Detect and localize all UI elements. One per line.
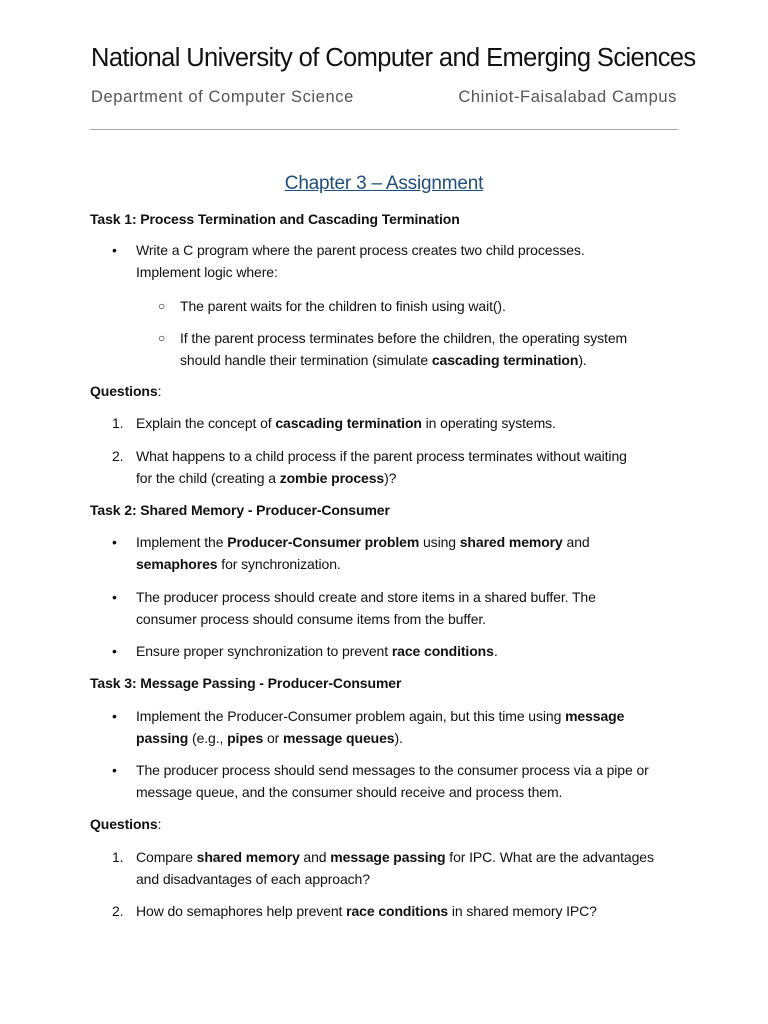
bold-term: message passing [330, 849, 446, 865]
department-name: Department of Computer Science [91, 88, 354, 106]
bold-term: shared memory [459, 534, 563, 550]
number-marker: 2. [112, 903, 124, 919]
text-run: Explain the concept of [136, 415, 276, 431]
question-1-1 [112, 412, 680, 434]
text-run: for synchronization. [217, 556, 341, 572]
text-run: . [493, 643, 498, 659]
text-run: What happens to a child process if the parent process terminates without waiting [136, 448, 627, 464]
task3-bullet-1 [112, 705, 680, 749]
text-run: ). [394, 730, 403, 746]
text-run: and [562, 534, 590, 550]
text-run: How do semaphores help prevent [136, 903, 347, 919]
text-run: or [263, 730, 284, 746]
page-title: Chapter 3 – Assignment [284, 173, 484, 194]
text-run: Compare [136, 849, 197, 865]
bold-term: cascading termination [431, 352, 579, 368]
text-run: for the child (creating a [136, 470, 280, 486]
university-name: National University of Computer and Emerging Sciences [91, 44, 696, 72]
text-run: The producer process should create and store items in a shared buffer. The [136, 589, 596, 605]
question-1-2 [112, 445, 680, 489]
questions-label: Questions [90, 816, 158, 832]
bold-term: pipes [227, 730, 264, 746]
bullet-marker: • [112, 643, 117, 659]
text-run: should handle their termination (simulate [180, 352, 432, 368]
number-marker: 1. [112, 849, 124, 865]
questions-2-label [90, 813, 680, 835]
campus-name: Chiniot-Faisalabad Campus [458, 88, 677, 106]
bold-term: shared memory [196, 849, 300, 865]
task1-subbullet-1 [158, 295, 680, 317]
question-2-2 [112, 900, 680, 922]
subbullet-marker: ○ [158, 331, 166, 345]
text-run: for IPC. What are the advantages [445, 849, 654, 865]
text-run: consumer process should consume items from the buffer. [136, 611, 486, 627]
text-run: and [299, 849, 331, 865]
question-2-1 [112, 846, 680, 890]
bold-term: zombie process [279, 470, 385, 486]
bold-term: semaphores [136, 556, 218, 572]
bold-term: Producer-Consumer problem [227, 534, 420, 550]
task2-bullet-1 [112, 531, 680, 575]
task1-subbullet-2-line-1: If the parent process terminates before the children, the operating system [180, 330, 628, 346]
task1-bullet-1-line-1: Write a C program where the parent process creates two child processes. [136, 242, 585, 258]
text-run: : [157, 816, 162, 832]
text-run: (e.g., [188, 730, 228, 746]
task1-bullet-1-line-2: Implement logic where: [136, 264, 278, 280]
questions-label: Questions [90, 383, 158, 399]
number-marker: 2. [112, 448, 124, 464]
bold-term: race conditions [391, 643, 494, 659]
bold-term: race conditions [346, 903, 449, 919]
text-run: and disadvantages of each approach? [136, 871, 370, 887]
text-run: message queue, and the consumer should receive and process them. [136, 784, 563, 800]
text-run: )? [384, 470, 397, 486]
task2-bullet-2 [112, 586, 680, 630]
bold-term: message queues [283, 730, 395, 746]
text-run: Ensure proper synchronization to prevent [136, 643, 392, 659]
text-run: in shared memory IPC? [448, 903, 597, 919]
header-divider [90, 129, 678, 130]
task1-heading: Task 1: Process Termination and Cascading Termination [90, 211, 460, 227]
bullet-marker: • [112, 534, 117, 550]
bullet-marker: • [112, 762, 117, 778]
subbullet-marker: ○ [158, 299, 166, 313]
number-marker: 1. [112, 415, 124, 431]
task1-bullet-1 [112, 239, 680, 283]
task2-heading: Task 2: Shared Memory - Producer-Consumer [90, 502, 390, 518]
task3-bullet-2 [112, 759, 680, 803]
bold-term: passing [136, 730, 189, 746]
bullet-marker: • [112, 242, 117, 258]
task3-heading: Task 3: Message Passing - Producer-Consumer [90, 675, 402, 691]
text-run: in operating systems. [421, 415, 556, 431]
bullet-marker: • [112, 708, 117, 724]
text-run: Implement the Producer-Consumer problem again, but this time using [136, 708, 566, 724]
text-run: ). [578, 352, 587, 368]
text-run: Implement the [136, 534, 228, 550]
questions-1-label [90, 380, 680, 402]
task1-subbullet-2 [158, 327, 680, 371]
task1-subbullet-1-text: The parent waits for the children to finish using wait(). [180, 298, 506, 314]
bold-term: message [565, 708, 625, 724]
text-run: using [419, 534, 460, 550]
text-run: : [157, 383, 162, 399]
bullet-marker: • [112, 589, 117, 605]
task2-bullet-3 [112, 640, 680, 662]
bold-term: cascading termination [275, 415, 422, 431]
text-run: The producer process should send messages to the consumer process via a pipe or [136, 762, 649, 778]
